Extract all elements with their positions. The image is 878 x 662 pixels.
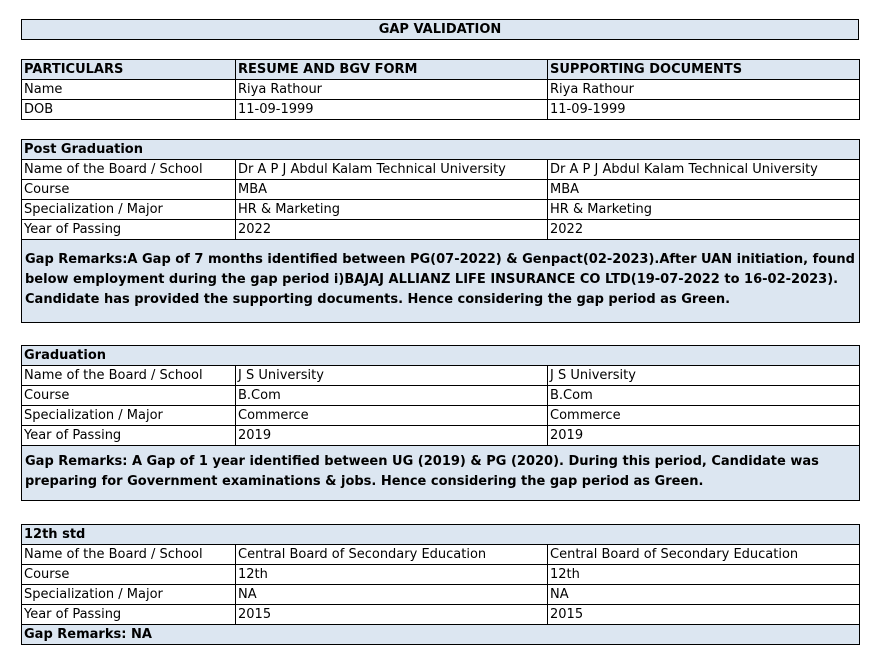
- row-label: Specialization / Major: [22, 406, 236, 426]
- particulars-table: [21, 59, 859, 120]
- section-heading: 12th std: [22, 525, 860, 545]
- table-row: [22, 220, 860, 240]
- row-label: Name of the Board / School: [22, 366, 236, 386]
- table-row: [22, 585, 860, 605]
- table-row: [22, 100, 860, 120]
- document-value: J S University: [548, 366, 860, 386]
- table-row: [22, 565, 860, 585]
- column-header: RESUME AND BGV FORM: [236, 60, 548, 80]
- graduation-section: [21, 345, 859, 501]
- column-header: SUPPORTING DOCUMENTS: [548, 60, 860, 80]
- page-title: GAP VALIDATION: [21, 19, 859, 40]
- row-label: Name of the Board / School: [22, 545, 236, 565]
- section-heading-row: [22, 346, 860, 366]
- document-value: 11-09-1999: [548, 100, 860, 120]
- document-value: MBA: [548, 180, 860, 200]
- row-label: Course: [22, 386, 236, 406]
- section-heading-row: [22, 525, 860, 545]
- table-row: [22, 366, 860, 386]
- table-row: [22, 160, 860, 180]
- row-label: Name of the Board / School: [22, 160, 236, 180]
- document-value: 2022: [548, 220, 860, 240]
- document-value: Riya Rathour: [548, 80, 860, 100]
- gap-remarks: Gap Remarks:A Gap of 7 months identified between PG(07-2022) & Genpact(02-2023).After UAN initiation, found below employment during the gap period i)BAJAJ ALLIANZ LIFE INSURANCE CO LTD(19-07-2022 to 16-02-2023). Candidate has provided the supporting documents. Hence considering the gap period as Green.: [22, 240, 860, 323]
- row-label: DOB: [22, 100, 236, 120]
- table-row: [22, 386, 860, 406]
- table-row: [22, 80, 860, 100]
- row-label: Year of Passing: [22, 220, 236, 240]
- row-label: Specialization / Major: [22, 200, 236, 220]
- particulars-header-row: [22, 60, 860, 80]
- gap-remarks: Gap Remarks: A Gap of 1 year identified between UG (2019) & PG (2020). During this period, Candidate was preparing for Government examinations & jobs. Hence considering the gap period as Green.: [22, 446, 860, 501]
- resume-value: 11-09-1999: [236, 100, 548, 120]
- row-label: Year of Passing: [22, 426, 236, 446]
- document-value: Dr A P J Abdul Kalam Technical University: [548, 160, 860, 180]
- gap-remarks-row: [22, 240, 860, 323]
- section-heading-row: [22, 140, 860, 160]
- document-value: 12th: [548, 565, 860, 585]
- row-label: Course: [22, 565, 236, 585]
- section-heading: Graduation: [22, 346, 860, 366]
- section-heading: Post Graduation: [22, 140, 860, 160]
- twelfth-std-section: [21, 524, 859, 645]
- resume-value: Riya Rathour: [236, 80, 548, 100]
- resume-value: J S University: [236, 366, 548, 386]
- resume-value: 2019: [236, 426, 548, 446]
- resume-value: MBA: [236, 180, 548, 200]
- row-label: Name: [22, 80, 236, 100]
- resume-value: Dr A P J Abdul Kalam Technical University: [236, 160, 548, 180]
- table-row: [22, 545, 860, 565]
- resume-value: 2015: [236, 605, 548, 625]
- document-value: 2019: [548, 426, 860, 446]
- post-graduation-section: [21, 139, 859, 323]
- table-row: [22, 200, 860, 220]
- column-header: PARTICULARS: [22, 60, 236, 80]
- resume-value: Central Board of Secondary Education: [236, 545, 548, 565]
- resume-value: 2022: [236, 220, 548, 240]
- document-value: Central Board of Secondary Education: [548, 545, 860, 565]
- document-value: 2015: [548, 605, 860, 625]
- row-label: Year of Passing: [22, 605, 236, 625]
- resume-value: NA: [236, 585, 548, 605]
- table-row: [22, 180, 860, 200]
- row-label: Specialization / Major: [22, 585, 236, 605]
- document-value: NA: [548, 585, 860, 605]
- resume-value: Commerce: [236, 406, 548, 426]
- resume-value: B.Com: [236, 386, 548, 406]
- gap-remarks-row: [22, 625, 860, 645]
- gap-remarks: Gap Remarks: NA: [22, 625, 860, 645]
- document-value: B.Com: [548, 386, 860, 406]
- resume-value: 12th: [236, 565, 548, 585]
- row-label: Course: [22, 180, 236, 200]
- table-row: [22, 406, 860, 426]
- gap-remarks-row: [22, 446, 860, 501]
- resume-value: HR & Marketing: [236, 200, 548, 220]
- document-value: HR & Marketing: [548, 200, 860, 220]
- document-value: Commerce: [548, 406, 860, 426]
- table-row: [22, 605, 860, 625]
- table-row: [22, 426, 860, 446]
